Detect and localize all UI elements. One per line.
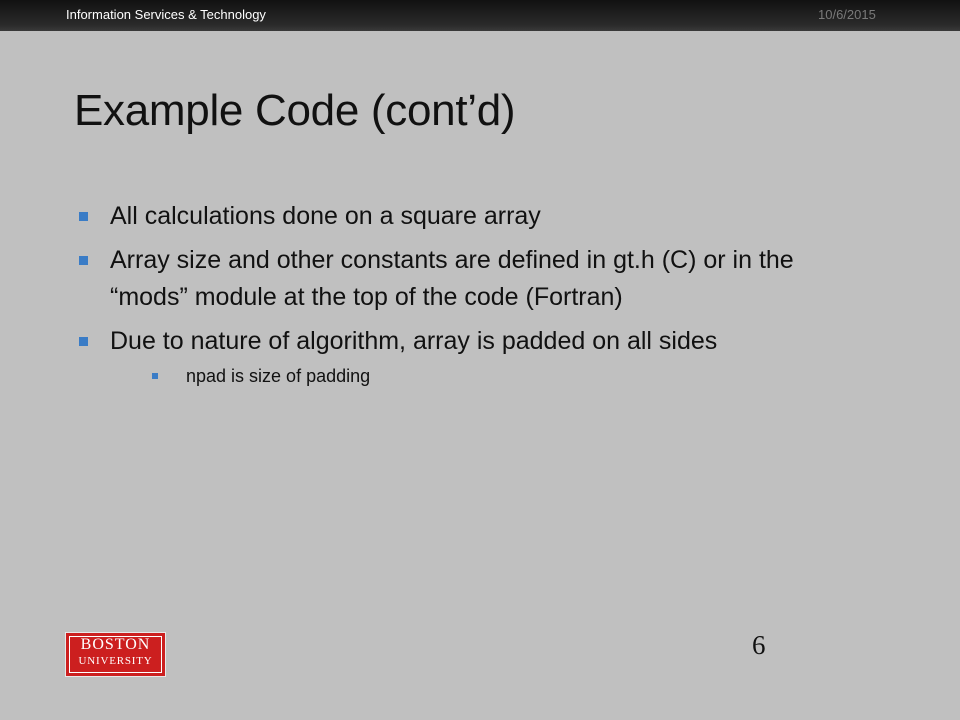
boston-university-logo [65,632,166,677]
logo-line-1: BOSTON [80,636,151,653]
page-number: 6 [752,630,766,660]
header-date: 10/6/2015 [818,7,876,22]
bullet-text: Array size and other constants are defined in gt.h (C) or in the “mods” module at the top of the code (Fortran) [110,246,794,311]
bullet-text: All calculations done on a square array [110,202,541,230]
square-bullet-icon [79,212,88,221]
square-bullet-icon [79,256,88,265]
header-organization: Information Services & Technology [66,7,266,22]
square-bullet-icon [79,337,88,346]
slide-title: Example Code (cont’d) [74,86,516,135]
square-bullet-icon [152,373,158,379]
bullet-list [76,198,876,397]
sub-bullet-text: npad is size of padding [186,366,371,386]
bullet-item [76,242,876,316]
sub-bullet-item [152,362,876,390]
logo-line-2: UNIVERSITY [78,655,153,667]
bullet-text: Due to nature of algorithm, array is padded on all sides [110,327,718,355]
bullet-item [76,198,876,235]
header-bar [0,0,960,31]
bullet-item [76,323,876,390]
